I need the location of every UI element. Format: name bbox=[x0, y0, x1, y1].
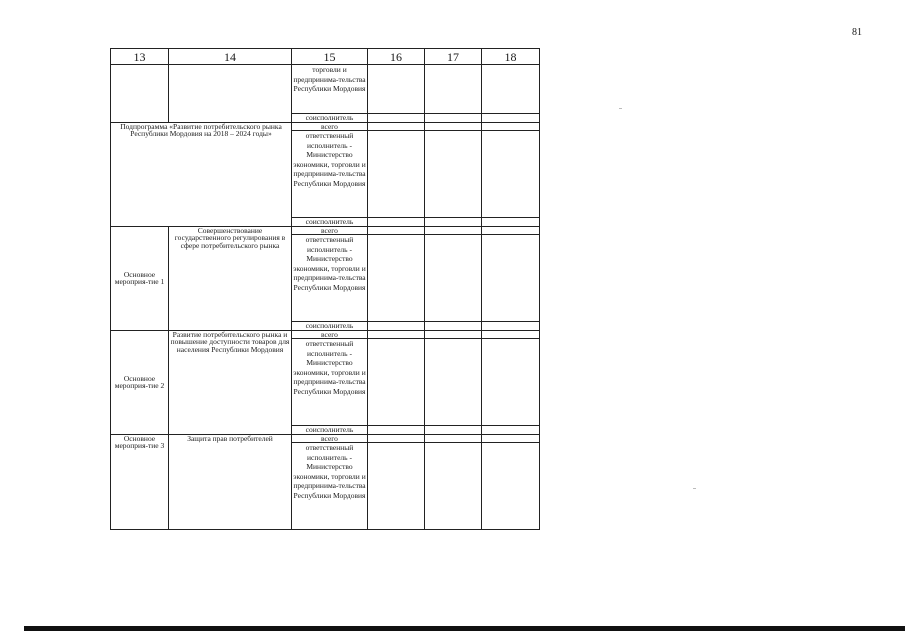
activity-code: Основное мероприя-тие 2 bbox=[111, 330, 169, 434]
column-header-17: 17 bbox=[425, 49, 482, 65]
activity-name: Развитие потребительского рынка и повышение доступности товаров для населения Республики Мордовия bbox=[169, 330, 292, 434]
column-header-13: 13 bbox=[111, 49, 169, 65]
table-row bbox=[111, 122, 540, 131]
scan-edge-bar bbox=[24, 626, 905, 631]
total-label: всего bbox=[292, 226, 368, 235]
table-row bbox=[111, 434, 540, 443]
subprogram-title: Подпрограмма «Развитие потребительского рынка Республики Мордовия на 2018 – 2024 годы» bbox=[111, 122, 292, 226]
activity-code: Основное мероприя-тие 1 bbox=[111, 226, 169, 330]
program-table bbox=[110, 48, 540, 530]
co-executor-label: соисполнитель bbox=[292, 322, 368, 331]
column-header-16: 16 bbox=[368, 49, 425, 65]
activity-code: Основное мероприя-тие 3 bbox=[111, 434, 169, 530]
responsible-executor: ответственный исполнитель - Министерство экономики, торговли и предпринима-тельства Республики Мордовия bbox=[292, 235, 368, 322]
scan-speck bbox=[693, 488, 696, 489]
table-row bbox=[111, 65, 540, 114]
page-number: 81 bbox=[852, 27, 862, 38]
column-header-15: 15 bbox=[292, 49, 368, 65]
responsible-executor: ответственный исполнитель - Министерство экономики, торговли и предпринима-тельства Республики Мордовия bbox=[292, 339, 368, 426]
responsible-executor: ответственный исполнитель - Министерство экономики, торговли и предпринима-тельства Республики Мордовия bbox=[292, 443, 368, 530]
table-row bbox=[111, 330, 540, 339]
co-executor-label: соисполнитель bbox=[292, 218, 368, 227]
total-label: всего bbox=[292, 434, 368, 443]
total-label: всего bbox=[292, 330, 368, 339]
activity-name: Совершенствование государственного регулирования в сфере потребительского рынка bbox=[169, 226, 292, 330]
responsible-executor: ответственный исполнитель - Министерство экономики, торговли и предпринима-тельства Республики Мордовия bbox=[292, 131, 368, 218]
column-header-14: 14 bbox=[169, 49, 292, 65]
co-executor-label: соисполнитель bbox=[292, 426, 368, 435]
empty-cell bbox=[169, 65, 292, 123]
co-executor-label: соисполнитель bbox=[292, 114, 368, 123]
table-header-row bbox=[111, 49, 540, 65]
column-header-18: 18 bbox=[482, 49, 540, 65]
scan-speck bbox=[619, 108, 622, 109]
total-label: всего bbox=[292, 122, 368, 131]
empty-cell bbox=[111, 65, 169, 123]
executor-continuation: торговли и предпринима-тельства Республики Мордовия bbox=[292, 65, 368, 114]
table-row bbox=[111, 226, 540, 235]
activity-name: Защита прав потребителей bbox=[169, 434, 292, 530]
